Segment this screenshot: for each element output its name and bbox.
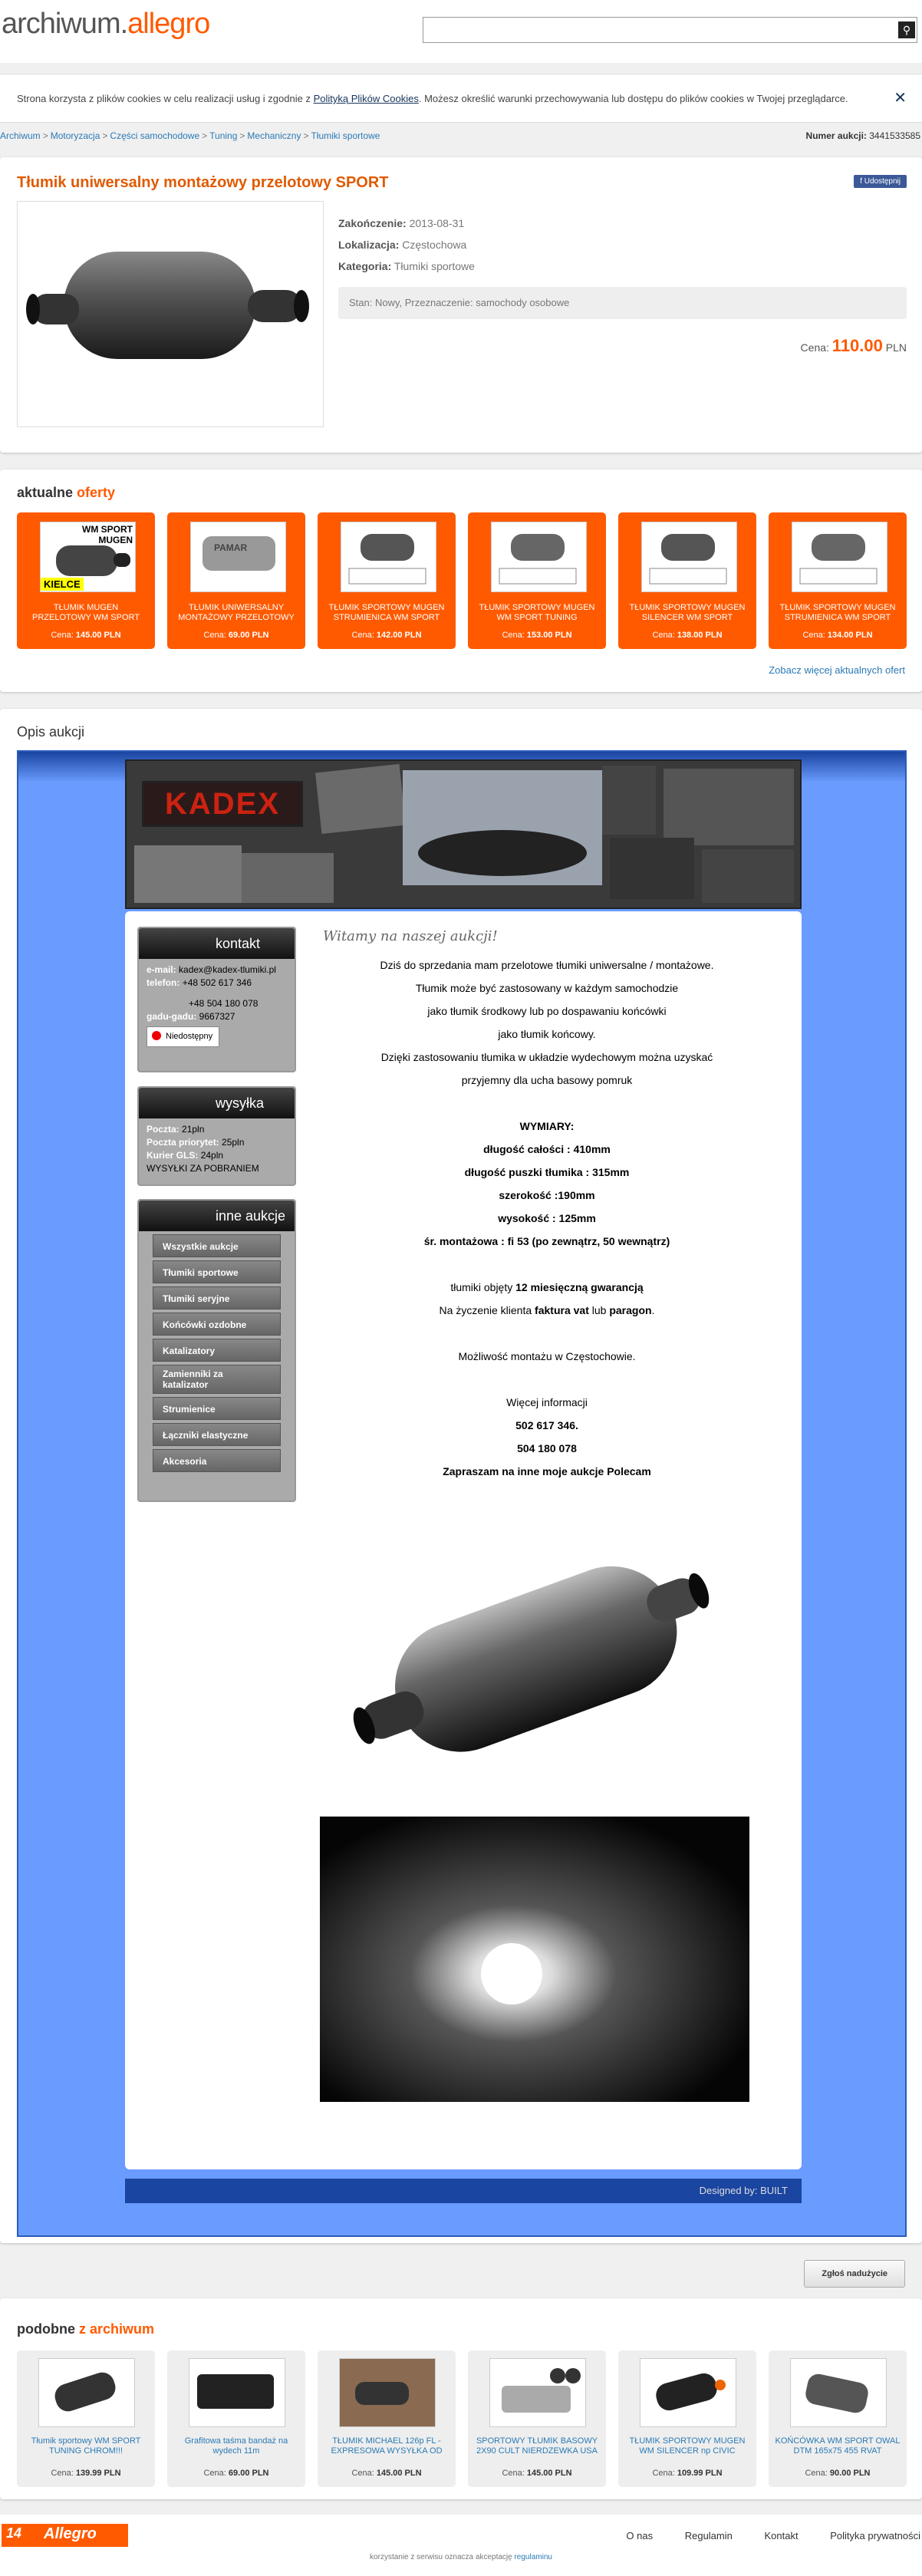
price-currency: PLN [885,341,907,354]
breadcrumb-tlumiki[interactable]: Tłumiki sportowe [311,130,380,141]
foot-logo-number: 14 [6,2525,22,2541]
ship2-label: Poczta priorytet: [147,1137,219,1148]
location [338,239,466,251]
desc-line: Dziś do sprzedania mam przelotowe tłumiki uniwersalne / montażowe. [380,959,714,971]
offer-card-price-label: Cena: [652,631,675,640]
other-auctions-title: inne aukcje [139,1201,295,1231]
similar-card-image [339,2358,436,2427]
offer-card-image-text: WM SPORT MUGEN [82,524,133,545]
warranty-line [317,1276,777,1299]
offer-card-price-value: 138.00 PLN [677,631,723,640]
similar-card[interactable] [618,2350,756,2487]
similar-card-price-value: 145.00 PLN [526,2469,572,2478]
similar-card-price-value: 90.00 PLN [829,2469,871,2478]
category-label: Kategoria: [338,260,392,272]
similar-card-name: SPORTOWY TŁUMIK BASOWY 2X90 CULT NIERDZEWKA USA [476,2436,598,2456]
legal-pre: korzystanie z serwisu oznacza akceptację [370,2553,515,2561]
desc-line: jako tłumik środkowy lub po dospawaniu końcówki [427,1005,667,1017]
desc-line: Tłumik może być zastosowany w każdym samochodzie [415,982,679,994]
cookie-policy-link[interactable]: Polityką Plików Cookies [313,93,419,104]
auction-number [806,130,920,141]
item-state: Stan: Nowy, Przeznaczenie: samochody osobowe [338,287,907,319]
similar-card-price-label: Cena: [805,2469,828,2478]
end-date-label: Zakończenie: [338,217,407,229]
offer-card-name: TŁUMIK MUGEN PRZELOTOWY WM SPORT [32,603,140,622]
price-label: Cena: [800,341,829,354]
offer-card-price-value: 145.00 PLN [75,631,121,640]
kadex-banner [125,759,802,909]
similar-card-name: TŁUMIK SPORTOWY MUGEN WM SILENCER np CIVIC [629,2436,746,2456]
breadcrumb-sep: > [239,130,245,141]
ship1-value: 21pln [182,1124,205,1135]
shipping-box-body [139,1118,295,1180]
similar-card[interactable] [167,2350,305,2487]
footer-link-privacy[interactable]: Polityka prywatności [830,2530,920,2541]
foot-logo-text: Allegro [44,2525,97,2542]
dim-line: długość puszki tłumika : 315mm [464,1166,630,1178]
offer-card[interactable] [167,512,305,649]
similar-card-image [489,2358,586,2427]
similar-card-price-value: 145.00 PLN [376,2469,422,2478]
mount-line: Możliwość montażu w Częstochowie. [458,1350,636,1362]
breadcrumb-sep: > [303,130,309,141]
similar-card-image [189,2358,285,2427]
facebook-share-button[interactable]: f Udostępnij [854,175,907,188]
similar-card-price-label: Cena: [203,2469,226,2478]
offer-card-price-label: Cena: [502,631,525,640]
similar-card-price-label: Cena: [502,2469,525,2478]
similar-title-part1: podobne [17,2321,79,2337]
location-value: Częstochowa [402,239,467,251]
offer-card-price [769,631,907,640]
offer-card-image [792,522,887,592]
catalysts-button[interactable]: Katalizatory [153,1339,281,1362]
offer-card-image [341,522,436,592]
other-auctions-box [137,1199,296,1502]
price-value: 110.00 [831,336,883,355]
invoice-post: . [651,1304,655,1316]
location-label: Lokalizacja: [338,239,400,251]
offer-card-price [17,631,155,640]
ship3-label: Kurier GLS: [147,1150,199,1161]
cookie-text-before: Strona korzysta z plików cookies w celu realizacji usług i zgodnie z [17,93,314,104]
similar-title-part2: z archiwum [78,2321,155,2337]
sport-mufflers-button[interactable]: Tłumiki sportowe [153,1260,281,1283]
offer-card-price-label: Cena: [51,631,74,640]
more-info-line: Więcej informacji [506,1396,588,1408]
welcome-heading: Witamy na naszej aukcji! [323,928,498,944]
banner-collage [127,761,800,908]
offer-card[interactable] [468,512,606,649]
offer-card[interactable] [318,512,456,649]
description-content [125,911,802,2169]
breadcrumb-motoryzacja[interactable]: Motoryzacja [50,130,100,141]
offer-card[interactable] [618,512,756,649]
invoice-bold1: faktura vat [535,1304,589,1316]
phone-value-2: +48 504 180 078 [189,998,258,1009]
breadcrumb-archiwum[interactable]: Archiwum [0,130,41,141]
serial-mufflers-button[interactable]: Tłumiki seryjne [153,1286,281,1309]
legal-text [0,2553,922,2561]
offer-card[interactable] [769,512,907,649]
offer-card-price-value: 69.00 PLN [228,631,269,640]
similar-card-price-value: 139.99 PLN [75,2469,121,2478]
offers-title [17,485,115,501]
similar-card-price-label: Cena: [652,2469,675,2478]
end-date [338,217,464,229]
gg-status-badge[interactable]: Niedostępny [147,1026,219,1047]
desc-line: jako tłumik końcowy. [498,1028,596,1040]
footer-link-terms[interactable]: Regulamin [684,2530,733,2541]
invoice-bold2: paragon [609,1304,652,1316]
similar-card-name: KOŃCÓWKA WM SPORT OWAL DTM 165x75 455 RVAT [775,2436,901,2456]
email-label: e-mail: [147,964,176,975]
similar-title [17,2321,154,2337]
breadcrumb [0,129,922,147]
offer-card-price-value: 142.00 PLN [376,631,422,640]
shipping-box-title: wysyłka [139,1088,295,1118]
accessories-button[interactable]: Akcesoria [153,1449,281,1472]
dim-line: szerokość :190mm [499,1189,595,1201]
dim-line: śr. montażowa : fi 53 (po zewnątrz, 50 wewnątrz) [423,1235,670,1247]
similar-card-name: TŁUMIK MICHAEL 126p FL - EXPRESOWA WYSYŁKA OD [331,2436,443,2456]
offer-card[interactable] [17,512,155,649]
allegro-14-logo[interactable] [2,2524,128,2547]
phone-label: telefon: [147,977,180,988]
offer-card-price-value: 134.00 PLN [827,631,873,640]
invite-line: Zapraszam na inne moje aukcje Polecam [443,1465,651,1477]
footer-links [597,2530,920,2541]
cookie-bar [0,74,922,123]
offers-title-part1: aktualne [17,485,77,500]
description-title: Opis aukcji [17,724,85,740]
phone-value-1: +48 502 617 346 [182,977,252,988]
end-date-value: 2013-08-31 [409,217,465,229]
offers-title-part2: oferty [77,485,116,500]
phone-b: 504 180 078 [517,1442,577,1454]
designed-by: Designed by: BUILT [125,2179,802,2203]
offer-card-name: TŁUMIK SPORTOWY MUGEN WM SPORT TUNING [479,603,595,622]
tips-button[interactable]: Końcówki ozdobne [153,1313,281,1336]
logo-part2: allegro [127,8,210,40]
category [338,260,475,272]
similar-card-name: Grafitowa taśma bandaż na wydech 11m [184,2436,288,2456]
gg-number: 9667327 [199,1011,235,1022]
similar-card[interactable] [468,2350,606,2487]
archiwum-allegro-logo[interactable] [2,8,209,41]
breadcrumb-sep: > [202,130,208,141]
breadcrumb-mechaniczny[interactable]: Mechaniczny [247,130,301,141]
search-input[interactable] [423,17,917,43]
offer-card-price-label: Cena: [802,631,825,640]
footer [0,2515,922,2576]
similar-card-price [468,2469,606,2478]
ship2-value: 25pln [222,1137,245,1148]
ship3-value: 24pln [200,1150,224,1161]
contact-box-body [139,959,295,1052]
offer-card-price [618,631,756,640]
contact-box-title: kontakt [139,928,295,959]
dims-title: WYMIARY: [519,1120,575,1132]
similar-card-image [640,2358,736,2427]
item-price [801,336,907,356]
offer-card-name: TŁUMIK UNIWERSALNY MONTAŻOWY PRZELOTOWY [178,603,295,622]
similar-card-price [618,2469,756,2478]
invoice-line [317,1299,777,1322]
offer-card-image [491,522,587,592]
similar-card-price [769,2469,907,2478]
offer-card-name: TŁUMIK SPORTOWY MUGEN STRUMIENICA WM SPORT [779,603,896,622]
similar-card-name: Tłumik sportowy WM SPORT TUNING CHROM!!! [31,2436,141,2456]
offer-card-badge: KIELCE [41,578,84,591]
cookie-text-after: . Możesz określić warunki przechowywania lub dostępu do plików cookies w Twojej przeglądarce. [418,93,848,104]
auction-number-value: 3441533585 [869,130,920,141]
flex-connectors-button[interactable]: Łączniki elastyczne [153,1423,281,1446]
desc-line: przyjemny dla ucha basowy pomruk [461,1074,633,1086]
email-value[interactable]: kadex@kadex-tlumiki.pl [179,964,276,975]
logo-part1: archiwum. [2,8,128,40]
offer-card-name: TŁUMIK SPORTOWY MUGEN STRUMIENICA WM SPORT [328,603,445,622]
muffler-interior-photo [320,1817,749,2102]
similar-card-price-value: 69.00 PLN [228,2469,269,2478]
footer-link-about[interactable]: O nas [626,2530,654,2541]
desc-line: Dzięki zastosowaniu tłumika w układzie wydechowym można uzyskać [380,1051,713,1063]
item-title: Tłumik uniwersalny montażowy przelotowy SPORT [17,174,389,191]
shipping-box [137,1086,296,1186]
breadcrumb-tuning[interactable]: Tuning [209,130,238,141]
ship-cod: WYSYŁKI ZA POBRANIEM [147,1163,259,1174]
similar-card[interactable] [769,2350,907,2487]
cookie-text [17,93,848,104]
legal-terms-link[interactable]: regulaminu [514,2553,552,2561]
warranty-pre: tłumiki objęty [450,1281,516,1293]
warranty-bold: 12 miesięczną gwarancją [515,1281,644,1293]
offer-card-price [318,631,456,640]
strumienice-button[interactable]: Strumienice [153,1397,281,1420]
invoice-pre: Na życzenie klienta [439,1304,535,1316]
invoice-mid: lub [588,1304,610,1316]
breadcrumb-sep: > [102,130,108,141]
search-icon[interactable]: ⚲ [898,21,915,38]
offer-card-price-value: 153.00 PLN [526,631,572,640]
similar-card-price-value: 109.99 PLN [677,2469,723,2478]
muffler-photo [320,1510,749,1801]
description-frame [17,750,907,2237]
catalyst-replacements-button[interactable]: Zamienniki za katalizator [153,1365,281,1394]
similar-card-price-label: Cena: [351,2469,374,2478]
offer-card-image [40,522,136,592]
dim-line: wysokość : 125mm [498,1212,596,1224]
more-offers-link[interactable]: Zobacz więcej aktualnych ofert [769,664,905,676]
similar-card[interactable] [318,2350,456,2487]
gg-label: gadu-gadu: [147,1011,197,1022]
similar-card-image [38,2358,135,2427]
dim-line: długość całości : 410mm [483,1143,611,1155]
breadcrumb-sep: > [42,130,48,141]
offer-card-image [641,522,737,592]
offer-card-price-label: Cena: [203,631,226,640]
similar-card-image [790,2358,887,2427]
similar-card-price [17,2469,155,2478]
offer-card-price [167,631,305,640]
header [0,0,922,63]
description-text [317,954,777,1483]
kadex-logo: KADEX [142,781,303,827]
offer-card-price-label: Cena: [351,631,374,640]
report-abuse-button[interactable]: Zgłoś nadużycie [804,2260,905,2288]
item-main-image[interactable] [17,201,324,427]
similar-card-price-label: Cena: [51,2469,74,2478]
similar-card-price [318,2469,456,2478]
category-value: Tłumiki sportowe [393,260,475,272]
breadcrumb-czesci[interactable]: Części samochodowe [110,130,200,141]
auction-number-label: Numer aukcji: [805,130,867,141]
contact-box [137,927,296,1072]
offer-card-image-text: PAMAR [214,542,248,553]
offer-card-price [468,631,606,640]
phone-a: 502 617 346. [515,1419,578,1431]
similar-card[interactable] [17,2350,155,2487]
offer-card-image [190,522,286,592]
close-icon[interactable]: ✕ [894,90,907,107]
footer-link-contact[interactable]: Kontakt [764,2530,799,2541]
ship1-label: Poczta: [147,1124,179,1135]
similar-card-price [167,2469,305,2478]
all-auctions-button[interactable]: Wszystkie aukcje [153,1234,281,1257]
offer-card-name: TŁUMIK SPORTOWY MUGEN SILENCER WM SPORT [629,603,746,622]
